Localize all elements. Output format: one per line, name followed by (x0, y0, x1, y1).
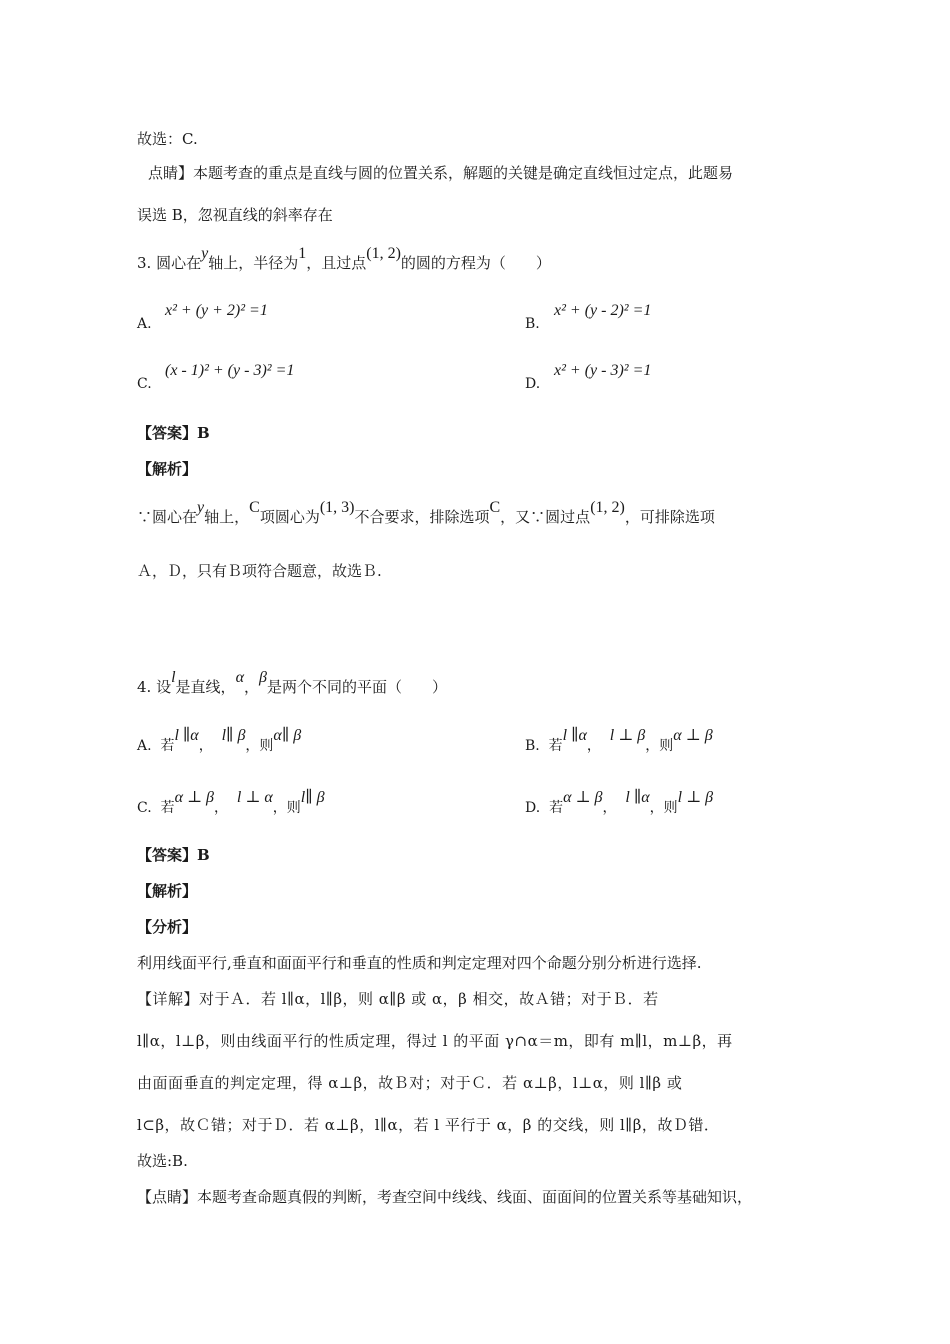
q4-option-a-then: ，则 (245, 738, 274, 754)
q4-option-d-letter: D. (525, 800, 541, 816)
q4-stem-text-a: 4. 设 (137, 678, 172, 696)
q4-option-b (525, 727, 713, 756)
q4-comment: 【点睛】本题考查命题真假的判断，考查空间中线线、线面、面面间的位置关系等基础知识， (137, 1188, 753, 1206)
q3-analysis-text-a: ∵圆心在 (137, 508, 198, 526)
q3-option-b-expr: x² + (y - 2)² =1 (554, 302, 652, 319)
q4-detail-line-1: 【详解】对于Ａ．若 l∥α，l∥β，则 α∥β 或 α，β 相交，故Ａ错；对于Ｂ．若 (137, 990, 659, 1008)
q4-option-b-e2: l ⊥ β (609, 727, 646, 744)
q4-stem-var-l: l (171, 669, 176, 686)
q3-stem-text-a: 3. 圆心在 (137, 254, 202, 272)
q4-choose: 故选:B. (137, 1152, 188, 1170)
q4-option-a-e2: l∥ β (221, 727, 246, 744)
q4-option-b-then: ，则 (645, 738, 674, 754)
q3-analysis-center-point: (1, 3) (319, 499, 355, 516)
q4-option-c-e2: l ⊥ α (236, 789, 273, 806)
q3-stem-var-y: y (201, 245, 209, 262)
q3-stem (137, 245, 551, 275)
q3-analysis-text-h: ，可排除选项 (624, 508, 715, 526)
q4-option-a-letter: A. (137, 738, 152, 754)
q4-option-d-sep: ， (602, 800, 617, 816)
q4-option-c-e3: l∥ β (300, 789, 325, 806)
prev-comment-line-1: 点睛】本题考查的重点是直线与圆的位置关系，解题的关键是确定直线恒过定点，此题易 (148, 164, 734, 182)
q3-stem-text-d: 的圆的方程为（ ） (400, 254, 551, 272)
q3-analysis-text-d: 项圆心为 (259, 508, 320, 526)
q3-analysis-text-b: 轴上， (204, 508, 250, 526)
q4-option-a-e3: α∥ β (273, 727, 302, 744)
q3-option-d-letter: D. (525, 376, 541, 392)
q4-stem-text-d: 是两个不同的平面（ ） (266, 678, 447, 696)
q4-stem-beta: β (258, 669, 267, 686)
q4-stem (137, 669, 447, 699)
q3-analysis-option-c-2: C (489, 499, 501, 516)
q4-option-c-letter: C. (137, 800, 152, 816)
q3-analysis-point-2: (1, 2) (590, 499, 625, 516)
q4-option-c (137, 789, 325, 818)
q3-analysis-option-c: C (249, 499, 260, 516)
q4-detail-line-3: 由面面垂直的判定定理，得 α⊥β，故Ｂ对；对于Ｃ．若 α⊥β，l⊥α，则 l∥β 或 (137, 1074, 683, 1092)
q4-option-b-pre: 若 (548, 738, 563, 754)
q4-option-d-e1: α ⊥ β (563, 789, 603, 806)
q3-stem-radius: 1 (298, 245, 307, 262)
q4-stem-text-b: 是直线， (175, 678, 236, 696)
q3-analysis-var-y: y (197, 499, 205, 516)
q4-option-d-pre: 若 (549, 800, 564, 816)
q3-stem-text-b: 轴上，半径为 (208, 254, 299, 272)
q4-option-b-e1: l ∥α (562, 727, 587, 744)
q4-option-b-e3: α ⊥ β (673, 727, 713, 744)
q3-option-a-expr: x² + (y + 2)² =1 (165, 302, 268, 319)
q3-option-c-expr: (x - 1)² + (y - 3)² =1 (165, 362, 295, 379)
q4-option-b-sep: ， (586, 738, 601, 754)
q4-option-a-sep: ， (198, 738, 213, 754)
q4-analysis-title: 【解析】 (137, 882, 198, 900)
q4-option-a-pre: 若 (160, 738, 175, 754)
q3-option-d-expr: x² + (y - 3)² =1 (554, 362, 652, 379)
q4-option-a (137, 727, 302, 756)
q4-option-c-pre: 若 (160, 800, 175, 816)
q3-stem-point: (1, 2) (366, 245, 401, 262)
q3-option-c-letter: C. (137, 376, 152, 392)
q3-option-a-letter: A. (137, 316, 152, 332)
q4-option-d-e2: l ∥α (625, 789, 650, 806)
q4-option-d-e3: l ⊥ β (677, 789, 714, 806)
q4-fenxi-title: 【分析】 (137, 918, 198, 936)
q4-option-a-e1: l ∥α (174, 727, 199, 744)
q4-option-c-then: ，则 (272, 800, 301, 816)
prev-choose: 故选：C. (137, 130, 198, 148)
q4-answer: 【答案】B (137, 846, 210, 864)
q4-option-c-sep: ， (214, 800, 228, 816)
q4-detail-line-2: l∥α，l⊥β，则由线面平行的性质定理，得过 l 的平面 γ∩α＝m，即有 m∥l，m⊥β，再 (137, 1032, 733, 1050)
prev-comment-line-2: 误选 B，忽视直线的斜率存在 (137, 206, 333, 224)
q3-analysis-title: 【解析】 (137, 460, 198, 478)
q4-stem-text-c: ， (243, 678, 259, 696)
q3-option-b-letter: B. (525, 316, 540, 332)
q3-analysis-line-2: Ａ，Ｄ，只有Ｂ项符合题意，故选Ｂ. (137, 562, 382, 580)
q3-stem-text-c: ，且过点 (306, 254, 367, 272)
q4-option-d (525, 789, 714, 818)
q4-fenxi-text: 利用线面平行,垂直和面面平行和垂直的性质和判定定理对四个命题分别分析进行选择. (137, 954, 702, 972)
q3-answer: 【答案】B (137, 424, 210, 442)
q4-option-d-then: ，则 (649, 800, 678, 816)
q4-stem-alpha: α (235, 669, 244, 686)
q3-analysis-line-1 (137, 499, 715, 529)
q4-detail-line-4: l⊂β，故Ｃ错；对于Ｄ．若 α⊥β，l∥α，若 l 平行于 α，β 的交线，则 l∥β，故Ｄ错． (137, 1116, 720, 1134)
q4-option-c-e1: α ⊥ β (174, 789, 214, 806)
q3-analysis-text-g: ，又∵圆过点 (500, 508, 591, 526)
q4-option-b-letter: B. (525, 738, 540, 754)
q3-analysis-text-e: 不合要求，排除选项 (354, 508, 490, 526)
